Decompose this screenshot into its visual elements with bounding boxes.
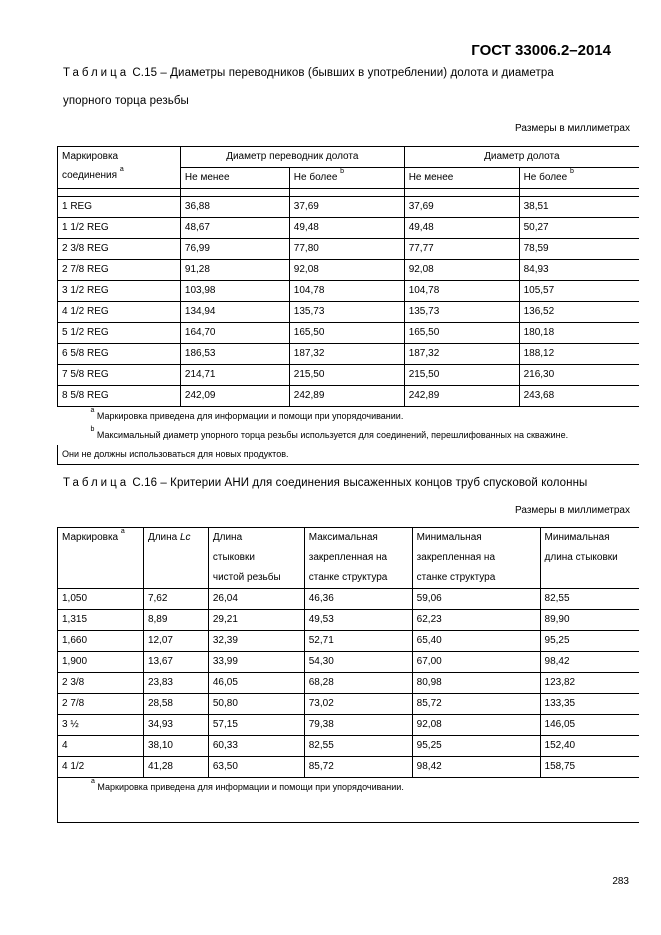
table16-header-max-structure	[304, 528, 412, 589]
table-cell: 165,50	[289, 323, 404, 344]
footnote-a-marker: a	[90, 407, 95, 414]
table-cell: 152,40	[540, 736, 639, 757]
table-row	[58, 694, 640, 715]
header-line: Максимальная	[308, 532, 378, 543]
table15-caption-word: Таблица	[63, 67, 130, 79]
table-cell: 2 3/8 REG	[58, 239, 181, 260]
table-cell: 82,55	[540, 589, 639, 610]
document-code: ГОСТ 33006.2–2014	[471, 42, 611, 59]
table-cell: 23,83	[143, 673, 208, 694]
table15-caption-text: С.15 – Диаметры переводников (бывших в употреблении) долота и диаметра	[129, 67, 554, 79]
footnote-a-marker: a	[91, 778, 95, 785]
table-cell: 4 1/2 REG	[58, 302, 181, 323]
table-row	[58, 239, 640, 260]
table-cell: 85,72	[304, 757, 412, 778]
table-cell: 165,50	[404, 323, 519, 344]
table15-caption-line2: упорного торца резьбы	[63, 95, 189, 107]
table16-header-marking	[58, 528, 144, 589]
table-cell: 7 5/8 REG	[58, 365, 181, 386]
table-cell: 26,04	[208, 589, 304, 610]
table-row	[58, 218, 640, 239]
table16-header-length	[143, 528, 208, 589]
table-cell: 85,72	[412, 694, 540, 715]
table15-header-bit-sub-diameter: Диаметр переводник долота	[180, 147, 404, 168]
table-cell: 187,32	[289, 344, 404, 365]
table-cell: 38,51	[519, 197, 639, 218]
table15-header-marking-line1: Маркировка	[62, 151, 119, 162]
table-cell: 103,98	[180, 281, 289, 302]
table15-header-bit-diameter: Диаметр долота	[404, 147, 639, 168]
table-cell: 8,89	[143, 610, 208, 631]
table-cell: 186,53	[180, 344, 289, 365]
footnote-a-marker: a	[120, 528, 125, 535]
page-number: 283	[612, 876, 629, 887]
footnote-a-marker: a	[119, 166, 124, 173]
table-cell: 12,07	[143, 631, 208, 652]
table-row	[58, 673, 640, 694]
table-cell: 135,73	[404, 302, 519, 323]
table-cell: 215,50	[404, 365, 519, 386]
table-cell: 123,82	[540, 673, 639, 694]
table-cell: 104,78	[289, 281, 404, 302]
table-row	[58, 344, 640, 365]
header-line: станке структура	[416, 572, 496, 583]
table-cell: 34,93	[143, 715, 208, 736]
table-cell: 29,21	[208, 610, 304, 631]
table-cell: 62,23	[412, 610, 540, 631]
table-cell: 65,40	[412, 631, 540, 652]
table16-note-a	[58, 778, 640, 823]
table-cell: 37,69	[289, 197, 404, 218]
table15-header-row-1	[58, 147, 640, 168]
table-row	[58, 260, 640, 281]
header-line: длина стыковки	[544, 552, 618, 563]
table-cell: 216,30	[519, 365, 639, 386]
table16-units: Размеры в миллиметрах	[515, 505, 630, 516]
table-row	[58, 323, 640, 344]
table-cell: 242,89	[404, 386, 519, 407]
table-row	[58, 715, 640, 736]
table-cell: 48,67	[180, 218, 289, 239]
footnote-b-marker: b	[90, 426, 95, 433]
table16-caption	[63, 477, 587, 489]
table-cell: 50,27	[519, 218, 639, 239]
table-cell: 1 1/2 REG	[58, 218, 181, 239]
table-cell: 49,48	[404, 218, 519, 239]
table-cell: 133,35	[540, 694, 639, 715]
table15-header-max-1	[289, 168, 404, 189]
table15-units: Размеры в миллиметрах	[515, 123, 630, 134]
table-cell: 91,28	[180, 260, 289, 281]
table16-caption-text: С.16 – Критерии АНИ для соединения высаженных концов труб спусковой колонны	[129, 477, 588, 489]
header-line: закрепленная на	[308, 552, 388, 563]
table-cell: 3 ½	[58, 715, 144, 736]
table-row	[58, 652, 640, 673]
table-cell: 36,88	[180, 197, 289, 218]
table-cell: 136,52	[519, 302, 639, 323]
table15-header-marking-line2: соединения	[62, 170, 118, 181]
table-cell: 32,39	[208, 631, 304, 652]
header-line: Длина	[212, 532, 243, 543]
table-cell: 41,28	[143, 757, 208, 778]
table-cell: 77,77	[404, 239, 519, 260]
table-cell: 134,94	[180, 302, 289, 323]
table-cell: 46,05	[208, 673, 304, 694]
table-cell: 3 1/2 REG	[58, 281, 181, 302]
table-cell: 92,08	[289, 260, 404, 281]
table16-body	[58, 589, 640, 778]
table-cell: 33,99	[208, 652, 304, 673]
header-line: чистой резьбы	[212, 572, 281, 583]
table-cell: 180,18	[519, 323, 639, 344]
table-cell: 2 3/8	[58, 673, 144, 694]
header-line: закрепленная на	[416, 552, 496, 563]
table-row	[58, 736, 640, 757]
table16-note-a-text: Маркировка приведена для информации и помощи при упорядочивании.	[94, 782, 404, 792]
table-cell: 13,67	[143, 652, 208, 673]
table-row	[58, 365, 640, 386]
table-cell: 243,68	[519, 386, 639, 407]
table-cell: 242,89	[289, 386, 404, 407]
table15-header-max-2-text: Не более	[523, 172, 568, 183]
table-cell: 4 1/2	[58, 757, 144, 778]
table-cell: 92,08	[412, 715, 540, 736]
table-row	[58, 197, 640, 218]
table-cell: 215,50	[289, 365, 404, 386]
table-cell: 98,42	[412, 757, 540, 778]
table-cell: 73,02	[304, 694, 412, 715]
table-cell: 63,50	[208, 757, 304, 778]
table-cell: 187,32	[404, 344, 519, 365]
table-cell: 158,75	[540, 757, 639, 778]
table16-header-row	[58, 528, 640, 589]
table16-header-length-text: Длина	[147, 532, 178, 543]
header-line: Минимальная	[416, 532, 482, 543]
table-row	[58, 386, 640, 407]
table15-header-max-1-text: Не более	[293, 172, 338, 183]
table-cell: 6 5/8 REG	[58, 344, 181, 365]
table-cell: 89,90	[540, 610, 639, 631]
table-cell: 5 1/2 REG	[58, 323, 181, 344]
table-cell: 52,71	[304, 631, 412, 652]
table-row	[58, 302, 640, 323]
table-cell: 67,00	[412, 652, 540, 673]
table15-note-a	[58, 407, 640, 427]
table-cell: 8 5/8 REG	[58, 386, 181, 407]
table-cell: 1 REG	[58, 197, 181, 218]
table-cell: 80,98	[412, 673, 540, 694]
table-cell: 46,36	[304, 589, 412, 610]
table-cell: 79,38	[304, 715, 412, 736]
table-cell: 105,57	[519, 281, 639, 302]
table-cell: 68,28	[304, 673, 412, 694]
table15-header-marking	[58, 147, 181, 189]
table-cell: 54,30	[304, 652, 412, 673]
table16-header-clean-thread	[208, 528, 304, 589]
table-cell: 1,315	[58, 610, 144, 631]
table-cell: 1,900	[58, 652, 144, 673]
table15-note-a-text: Маркировка приведена для информации и помощи при упорядочивании.	[94, 411, 404, 421]
table15	[57, 146, 639, 465]
table-cell: 146,05	[540, 715, 639, 736]
table-cell: 37,69	[404, 197, 519, 218]
table15-header-min-1: Не менее	[180, 168, 289, 189]
table-cell: 78,59	[519, 239, 639, 260]
table-cell: 60,33	[208, 736, 304, 757]
table-cell: 214,71	[180, 365, 289, 386]
length-symbol: Lc	[180, 532, 191, 543]
table-cell: 2 7/8	[58, 694, 144, 715]
table-cell: 57,15	[208, 715, 304, 736]
table15-caption	[63, 67, 554, 79]
table15-note-c	[58, 445, 640, 465]
table16-header-min-structure	[412, 528, 540, 589]
table-cell: 59,06	[412, 589, 540, 610]
header-line: Минимальная	[544, 532, 610, 543]
table-cell: 95,25	[412, 736, 540, 757]
table-cell: 164,70	[180, 323, 289, 344]
table-row	[58, 281, 640, 302]
table-cell: 49,48	[289, 218, 404, 239]
table-cell: 77,80	[289, 239, 404, 260]
header-line: стыковки	[212, 552, 255, 563]
table-cell: 4	[58, 736, 144, 757]
table-row	[58, 589, 640, 610]
table-row	[58, 610, 640, 631]
table-cell: 82,55	[304, 736, 412, 757]
table15-header-min-2: Не менее	[404, 168, 519, 189]
table-cell: 95,25	[540, 631, 639, 652]
table-cell: 242,09	[180, 386, 289, 407]
table-cell: 50,80	[208, 694, 304, 715]
table-cell: 104,78	[404, 281, 519, 302]
table-cell: 92,08	[404, 260, 519, 281]
table-cell: 38,10	[143, 736, 208, 757]
table-row	[58, 757, 640, 778]
table-cell: 7,62	[143, 589, 208, 610]
table16	[57, 527, 639, 823]
table-cell: 2 7/8 REG	[58, 260, 181, 281]
table-cell: 76,99	[180, 239, 289, 260]
table-cell: 135,73	[289, 302, 404, 323]
table15-note-b-text: Максимальный диаметр упорного торца резьбы используется для соединений, перешлифованных на скважине.	[94, 430, 569, 440]
table15-header-max-2	[519, 168, 639, 189]
table15-header-spacer	[58, 189, 640, 197]
table16-header-marking-text: Маркировка	[62, 532, 119, 543]
table-cell: 1,050	[58, 589, 144, 610]
table16-header-min-length	[540, 528, 639, 589]
table16-caption-word: Таблица	[63, 477, 130, 489]
table-cell: 98,42	[540, 652, 639, 673]
table-cell: 28,58	[143, 694, 208, 715]
table15-note-b	[58, 426, 640, 445]
table-row	[58, 631, 640, 652]
footnote-b-marker: b	[340, 168, 345, 175]
table-cell: 84,93	[519, 260, 639, 281]
footnote-b-marker: b	[569, 168, 574, 175]
table-cell: 188,12	[519, 344, 639, 365]
table15-note-c-text: Они не должны использоваться для новых продуктов.	[58, 445, 640, 465]
table-cell: 1,660	[58, 631, 144, 652]
table15-body	[58, 197, 640, 407]
table-cell: 49,53	[304, 610, 412, 631]
header-line: станке структура	[308, 572, 388, 583]
